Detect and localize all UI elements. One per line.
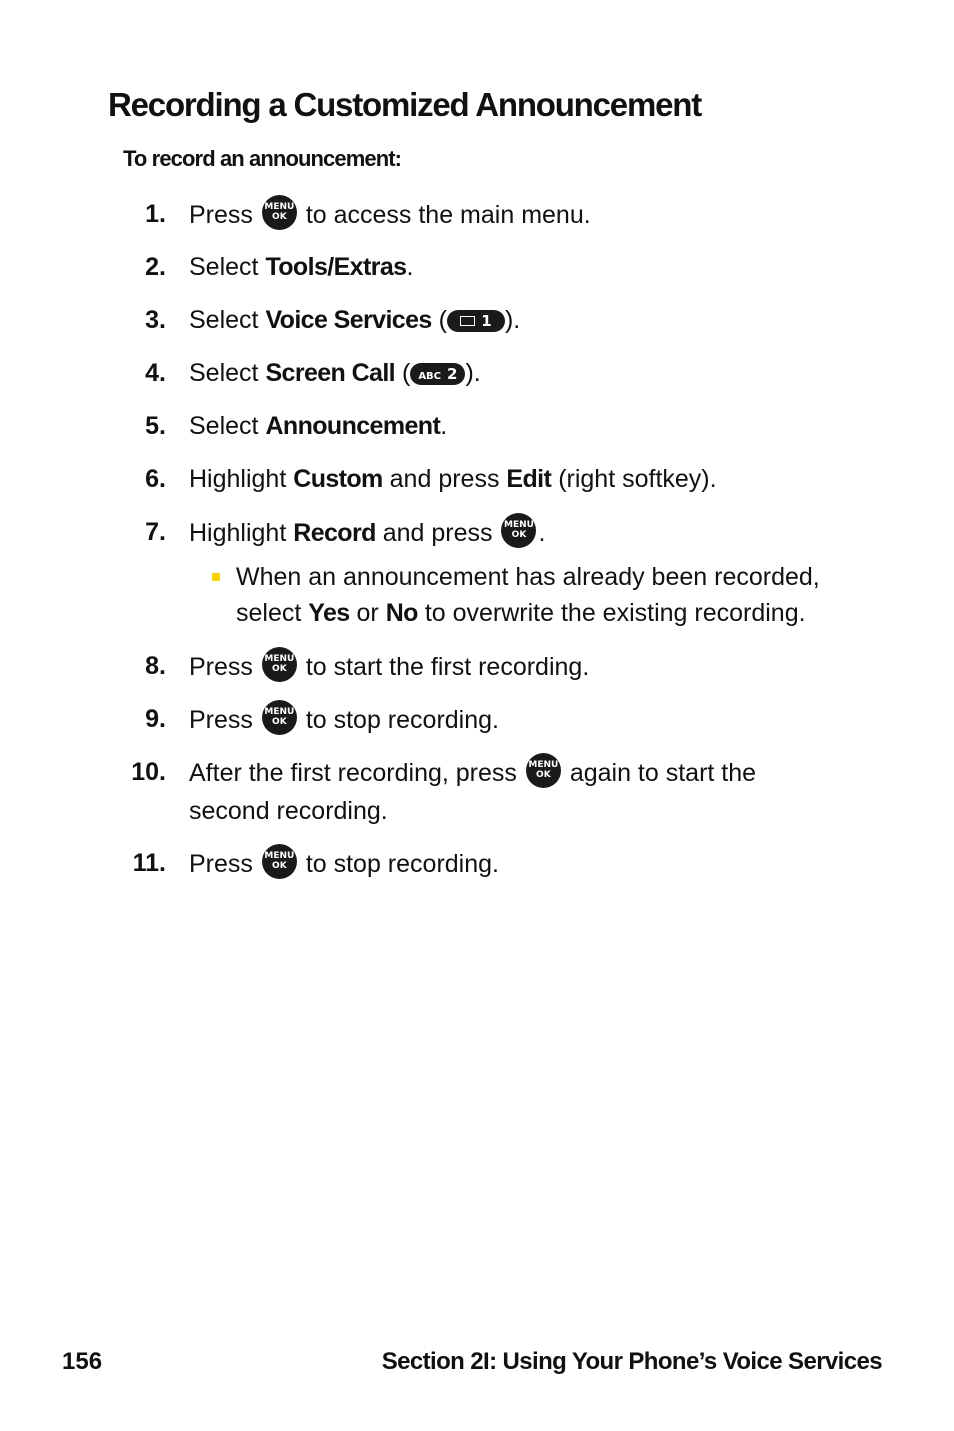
step-text: Select Tools/Extras. (189, 253, 414, 281)
step-text: Select Voice Services ( 1 ). (189, 306, 521, 334)
step-number: 3. (145, 306, 166, 334)
procedure-heading: To record an announcement: (123, 146, 402, 171)
page-number: 156 (62, 1348, 103, 1375)
step-text: Select Announcement. (189, 412, 448, 440)
envelope-icon (460, 316, 475, 326)
option-yes: Yes (308, 599, 350, 627)
step-number: 2. (145, 253, 166, 281)
step-number: 8. (145, 652, 166, 680)
menu-ok-key-icon: MENU OK (262, 647, 297, 682)
key-2-abc-icon: ABC 2 (410, 363, 465, 385)
step-number: 5. (145, 412, 166, 440)
menu-ok-key-icon: MENU OK (262, 844, 297, 879)
menu-option-record: Record (293, 519, 376, 547)
step-text: Highlight Custom and press Edit (right softkey). (189, 465, 717, 493)
page-title: Recording a Customized Announcement (108, 86, 701, 123)
section-footer: Section 2I: Using Your Phone’s Voice Services (381, 1348, 882, 1375)
key-1-envelope-icon: 1 (447, 310, 505, 332)
step-number: 7. (145, 518, 166, 546)
step-number: 6. (145, 465, 166, 493)
menu-option-tools-extras: Tools/Extras (265, 253, 407, 281)
bullet-square-icon (212, 573, 220, 581)
step-text: After the first recording, press MENU OK again to start the second recording. (189, 753, 869, 830)
step-number: 10. (131, 758, 166, 786)
step-text: Press MENU OK to access the main menu. (189, 195, 869, 234)
menu-ok-key-icon: MENU OK (501, 513, 536, 548)
step-number: 1. (145, 200, 166, 228)
step-text: Highlight Record and press MENU OK . (189, 513, 869, 552)
menu-option-voice-services: Voice Services (265, 306, 432, 334)
option-no: No (385, 599, 418, 627)
softkey-edit: Edit (506, 465, 552, 493)
menu-ok-key-icon: MENU OK (262, 195, 297, 230)
note-text: When an announcement has already been recorded, select Yes or No to overwrite the existing recording. (236, 563, 820, 627)
step-number: 11. (132, 849, 166, 877)
menu-ok-key-icon: MENU OK (262, 700, 297, 735)
step-number: 4. (145, 359, 166, 387)
menu-option-announcement: Announcement (265, 412, 441, 440)
menu-ok-key-icon: MENU OK (526, 753, 561, 788)
step-text: Select Screen Call ( ABC 2 ). (189, 359, 481, 387)
menu-option-custom: Custom (293, 465, 383, 493)
menu-option-screen-call: Screen Call (265, 359, 396, 387)
step-text: Press MENU OK to start the first recording. (189, 647, 869, 686)
step-text: Press MENU OK to stop recording. (189, 700, 869, 739)
step-number: 9. (145, 705, 166, 733)
step-text: Press MENU OK to stop recording. (189, 844, 869, 883)
